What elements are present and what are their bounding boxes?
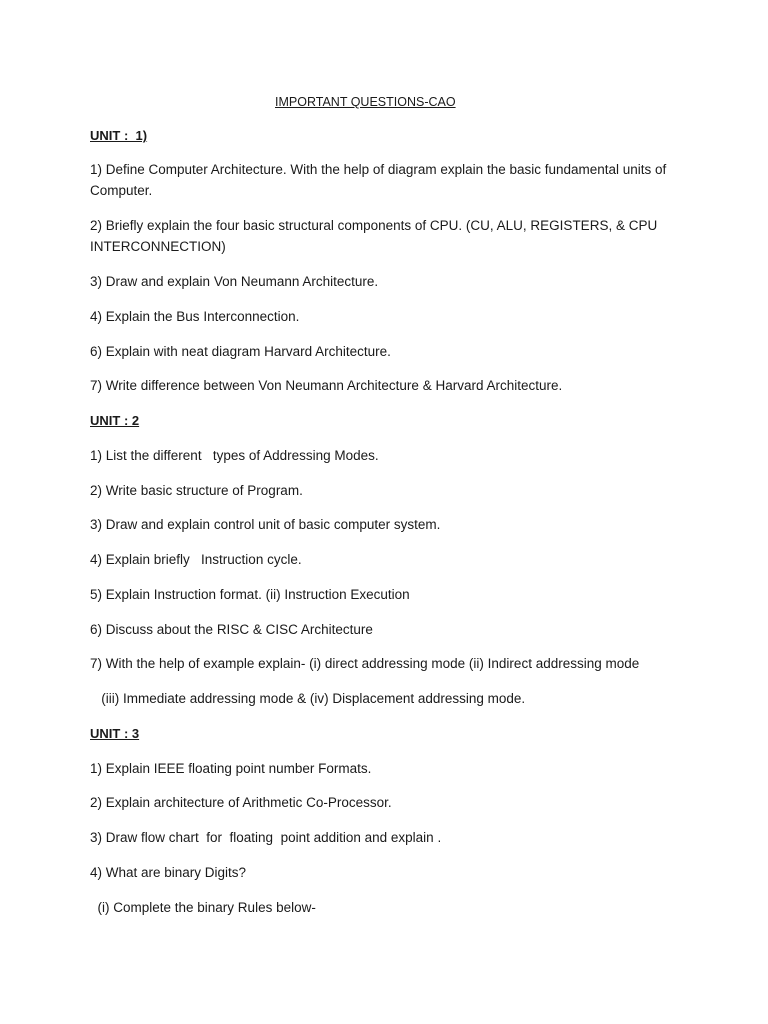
unit-1-question-6: 6) Explain with neat diagram Harvard Architecture.: [90, 344, 391, 359]
unit-2-question-2: 2) Write basic structure of Program.: [90, 483, 303, 498]
unit-2-question-4: 4) Explain briefly Instruction cycle.: [90, 552, 302, 567]
unit-3-question-4: 4) What are binary Digits?: [90, 865, 247, 880]
unit-3-question-1: 1) Explain IEEE floating point number Formats.: [90, 761, 372, 776]
unit-1-question-3: 3) Draw and explain Von Neumann Architecture.: [90, 274, 379, 289]
unit-1-question-4: 4) Explain the Bus Interconnection.: [90, 309, 300, 324]
unit-1-question-7: 7) Write difference between Von Neumann Architecture & Harvard Architecture.: [90, 378, 563, 393]
unit-3-question-4-part-i: (i) Complete the binary Rules below-: [90, 900, 316, 915]
unit-3-question-2: 2) Explain architecture of Arithmetic Co-Processor.: [90, 795, 392, 810]
unit-2-question-1: 1) List the different types of Addressing Modes.: [90, 448, 379, 463]
unit-2-question-6: 6) Discuss about the RISC & CISC Architecture: [90, 622, 373, 637]
unit-1-question-1: 1) Define Computer Architecture. With the help of diagram explain the basic fundamental units of Computer.: [90, 162, 667, 198]
unit-2-question-5: 5) Explain Instruction format. (ii) Instruction Execution: [90, 587, 410, 602]
unit-2-question-7-continued: (iii) Immediate addressing mode & (iv) Displacement addressing mode.: [90, 691, 526, 706]
unit-1-question-2: 2) Briefly explain the four basic structural components of CPU. (CU, ALU, REGISTERS, & CPU INTERCONNECTION): [90, 218, 658, 254]
unit-2-question-7: 7) With the help of example explain- (i) direct addressing mode (ii) Indirect addressing mode: [90, 656, 640, 671]
unit-2-question-3: 3) Draw and explain control unit of basic computer system.: [90, 517, 441, 532]
unit-3-heading: UNIT : 3: [90, 726, 140, 741]
unit-1-heading: UNIT : 1): [90, 128, 148, 143]
unit-3-question-3: 3) Draw flow chart for floating point addition and explain .: [90, 830, 442, 845]
unit-2-heading: UNIT : 2: [90, 413, 140, 428]
document-title: IMPORTANT QUESTIONS-CAO: [275, 95, 456, 109]
